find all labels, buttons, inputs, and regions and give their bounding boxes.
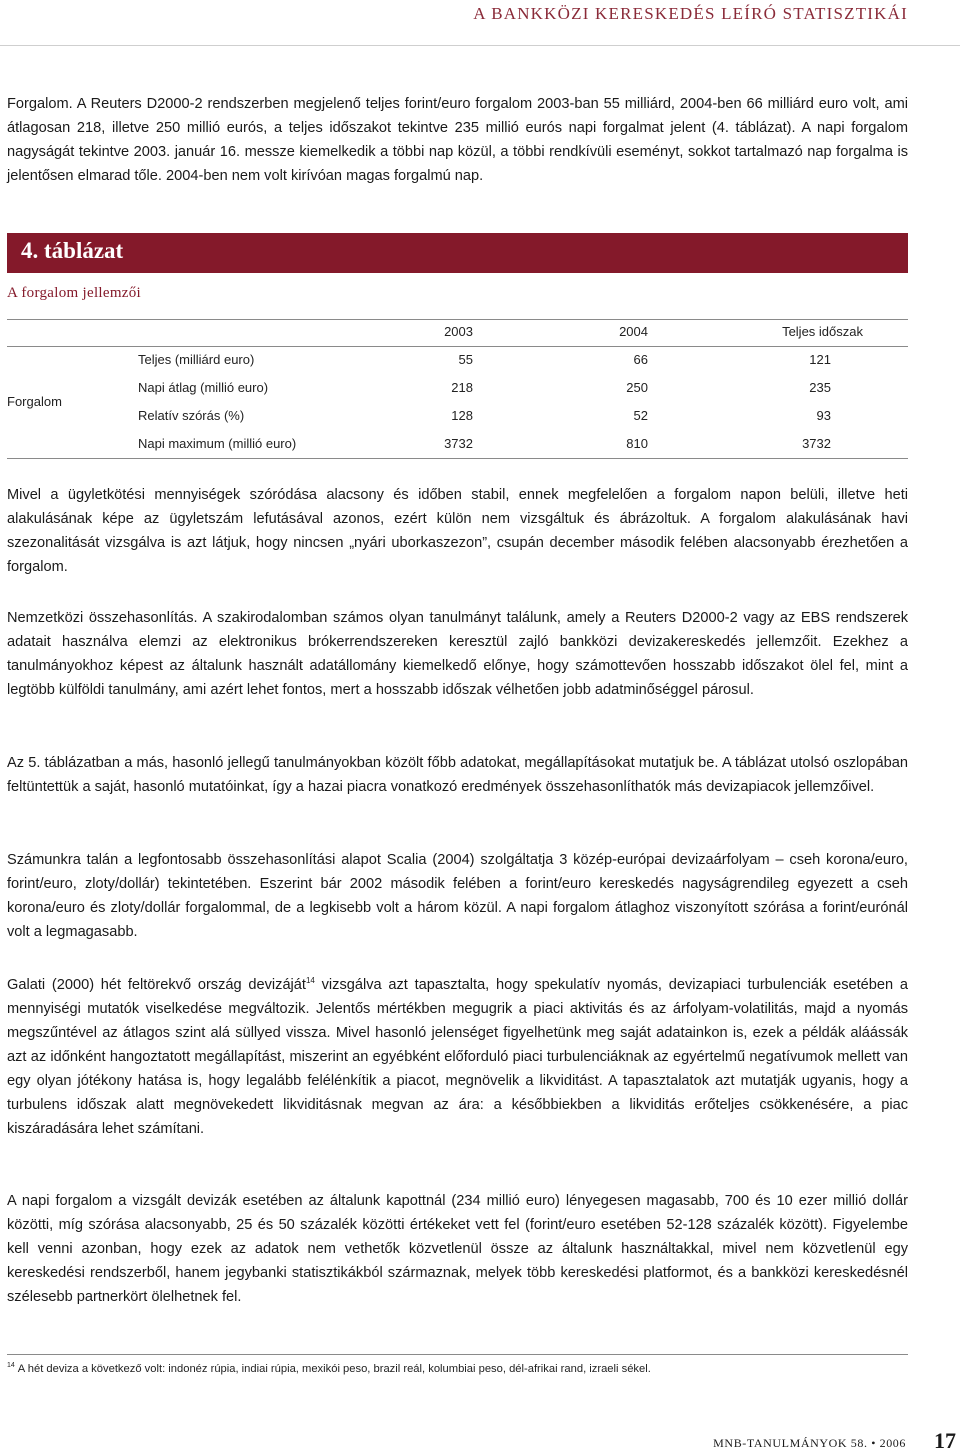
row-group-label: Forgalom: [7, 394, 62, 409]
footnote-divider: [7, 1354, 908, 1355]
paragraph-text: A szakirodalomban számos olyan tanulmányt találunk, amely a Reuters D2000-2 vagy az EBS rendszerek adatait használva elemzi az elektronikus brókerrendszereken keresztül zajló bankközi devizakereskedés jellemzőit. Ezekhez a tanulmányokhoz képest az általunk használt adatállomány kiemelkedő előnye, hogy számottevően hosszabb időszakot ölel fel, mint a legtöbb külföldi tanulmány, ami azért lehet fontos, mert a hosszabb időszak vélhetően jobb adatminőséggel párosul.: [7, 610, 908, 698]
cell-value: 93: [816, 408, 831, 423]
body-paragraph: A napi forgalom a vizsgált devizák esetében az általunk kapottnál (234 millió euro) lényegesen magasabb, 700 és 10 ezer millió dollár közötti, míg szórása alacsonyabb, 25 és 50 százalék közötti értékeket vett fel (forint/euro esetében 52-128 százalék között). Figyelembe kell venni azonban, hogy ezek az adatok nem vethetők közvetlenül össze az általunk használtakkal, mivel nem közvetlenül egy kereskedési rendszerből, hanem jegybanki statisztikákból származnak, melyek több kereskedési platformot, és a bankközi kereskedésnél szélesebb partnerkört ölelhetnek fel.: [7, 1193, 908, 1305]
column-header: Teljes időszak: [782, 324, 863, 339]
cell-value: 3732: [444, 436, 473, 451]
cell-value: 66: [633, 352, 648, 367]
table-top-rule: [7, 319, 908, 320]
column-header: 2004: [619, 324, 648, 339]
footnote-number: 14: [7, 1362, 15, 1369]
body-paragraph: [7, 969, 908, 1141]
table-title-bar: [7, 233, 908, 273]
intro-text: A Reuters D2000-2 rendszerben megjelenő teljes forint/euro forgalom 2003-ban 55 milliárd, 2004-ben 66 milliárd euro volt, ami átlagosan 218, illetve 250 millió eurós, a teljes időszakot tekintve 235 millió eurós napi forgalmat jelent (4. táblázat). A napi forgalom nagyságát tekintve 2003. január 16. messze kiemelkedik a többi nap közül, a többi rendkívüli eseményt, sokkot tartalmazó nap forgalma is jelentősen elmarad tőle. 2004-ben nem volt kirívóan magas forgalmú nap.: [7, 96, 908, 184]
paragraph-text: Galati (2000) hét feltörekvő ország devizáját: [7, 977, 306, 993]
intro-paragraph: [7, 92, 908, 188]
publication-footer: MNB-TANULMÁNYOK 58. • 2006: [713, 1436, 906, 1450]
footnote-text: A hét deviza a következő volt: indonéz rúpia, indiai rúpia, mexikói peso, brazil reál, kolumbiai peso, dél-afrikai rand, izraeli sékel.: [17, 1363, 651, 1375]
cell-value: 235: [809, 380, 831, 395]
running-header: A BANKKÖZI KERESKEDÉS LEÍRÓ STATISZTIKÁI: [473, 4, 908, 23]
body-paragraph: Számunkra talán a legfontosabb összehasonlítási alapot Scalia (2004) szolgáltatja 3 közép-európai devizaárfolyam – cseh korona/euro, forint/euro, zloty/dollár) tekintetében. Eszerint bár 2002 második felében a forint/euro kereskedés nagyságrendileg egyezett a cseh korona/euro és zloty/dollár forgalommal, de a legkisebb volt a három közül. A napi forgalom átlaghoz viszonyított szórása a forint/eurónál volt a legmagasabb.: [7, 852, 908, 940]
cell-value: 128: [451, 408, 473, 423]
cell-value: 52: [633, 408, 648, 423]
cell-value: 55: [458, 352, 473, 367]
cell-value: 121: [809, 352, 831, 367]
table-bottom-rule: [7, 458, 908, 459]
intro-lead: Forgalom.: [7, 96, 73, 112]
page-number: 17: [934, 1428, 956, 1453]
table-subtitle: A forgalom jellemzői: [7, 285, 142, 301]
cell-value: 3732: [802, 436, 831, 451]
paragraph-text: vizsgálva azt tapasztalta, hogy spekulatív nyomás, devizapiaci turbulenciák esetében a mennyiségi mutatók viselkedése megváltozik. Jelentős mértékben megugrik a piaci aktivitás és az árfolyam-volatilitás, majd a nyomás megszűntével az átlagos szint alá süllyed vissza. Mivel hasonló jelenséget figyelhetünk meg saját adatainkon is, ezek a példák aláássák azt az időnként hangoztatott megállapítást, miszerint an egyébként előforduló piaci turbulenciáknak az egyértelmű negatívumok mellett van egy olyan jótékony hatása is, hogy legalább felélénkítik a piacot, megnövelik a likviditást. A tapasztalatok azt mutatják ugyanis, hogy a turbulens időszak alatt megnövekedett likviditásnak megvan az ára: a későbbiekben a likviditás erőteljes csökkenésére, a piac kiszáradására lehet számítani.: [7, 977, 908, 1137]
row-label: Napi átlag (millió euro): [138, 380, 269, 395]
header-divider: [0, 45, 960, 46]
row-label: Teljes (milliárd euro): [138, 352, 255, 367]
row-label: Napi maximum (millió euro): [138, 436, 297, 451]
body-paragraph: Mivel a ügyletkötési mennyiségek szóródása alacsony és időben stabil, ennek megfelelően a forgalom napon belüli, illetve heti alakulásának képe az ügyletszám lefutásával azonos, ezért külön nem vizsgáltuk és ábrázoltuk. A forgalom alakulásának havi szezonalitását vizsgálva is azt látjuk, hogy nincsen „nyári uborkaszezon”, csupán december második felében alacsonyabb érezhetően a forgalom.: [7, 487, 908, 575]
body-paragraph: Az 5. táblázatban a más, hasonló jellegű tanulmányokban közölt főbb adatokat, megállapításokat mutatjuk be. A táblázat utolsó oszlopában feltüntettük a saját, hasonló mutatóinkat, így a hazai piacra vonatkozó eredmények összehasonlíthatók más devizapiacok jellemzőivel.: [7, 755, 908, 795]
body-paragraph: [7, 606, 908, 702]
section-lead: Nemzetközi összehasonlítás.: [7, 610, 198, 626]
row-label: Relatív szórás (%): [138, 408, 245, 423]
footnote: [7, 1362, 651, 1375]
cell-value: 218: [451, 380, 473, 395]
cell-value: 810: [626, 436, 648, 451]
table-header-rule: [7, 346, 908, 347]
table-title: 4. táblázat: [21, 238, 124, 263]
cell-value: 250: [626, 380, 648, 395]
column-header: 2003: [444, 324, 473, 339]
footnote-reference[interactable]: 14: [305, 976, 315, 985]
